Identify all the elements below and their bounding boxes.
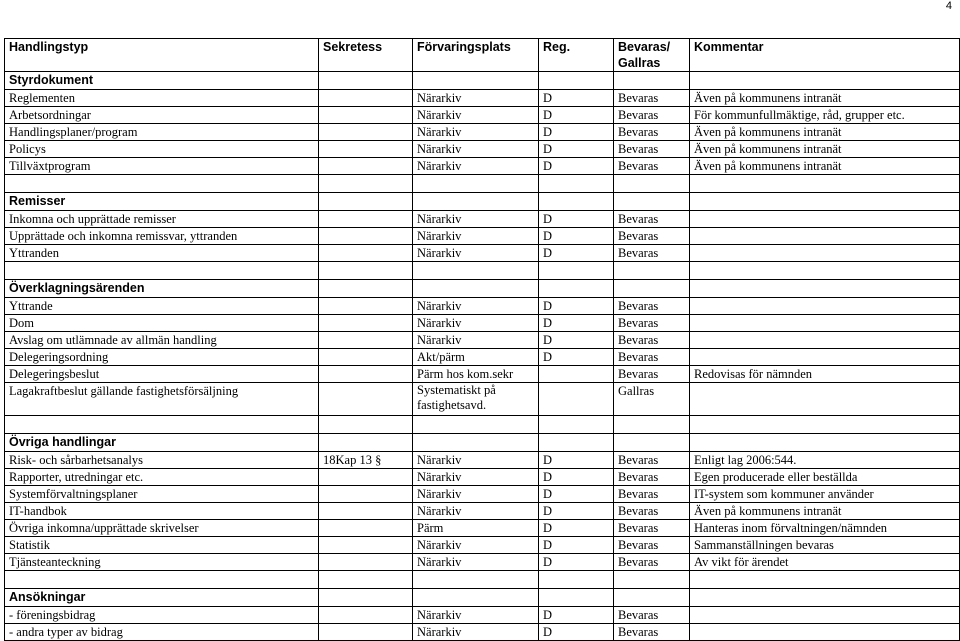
empty-cell — [413, 175, 539, 193]
cell-comment: Av vikt för ärendet — [690, 554, 960, 571]
cell-comment: Även på kommunens intranät — [690, 90, 960, 107]
cell-type: Inkomna och upprättade remisser — [5, 211, 319, 228]
cell-type: Lagakraftbeslut gällande fastighetsförsäljning — [5, 383, 319, 416]
cell-secrecy — [319, 349, 413, 366]
section-heading-row — [5, 280, 960, 298]
cell-secrecy — [319, 607, 413, 624]
cell-secrecy — [319, 158, 413, 175]
cell-type: Policys — [5, 141, 319, 158]
empty-cell — [413, 589, 539, 607]
empty-cell — [690, 280, 960, 298]
cell-keep: Bevaras — [614, 503, 690, 520]
cell-secrecy — [319, 245, 413, 262]
cell-comment — [690, 298, 960, 315]
cell-secrecy — [319, 383, 413, 416]
cell-comment: Hanteras inom förvaltningen/nämnden — [690, 520, 960, 537]
cell-keep: Bevaras — [614, 349, 690, 366]
cell-reg: D — [539, 298, 614, 315]
empty-cell — [539, 416, 614, 434]
empty-cell — [690, 262, 960, 280]
cell-secrecy — [319, 503, 413, 520]
cell-keep: Bevaras — [614, 366, 690, 383]
table-row — [5, 607, 960, 624]
cell-keep: Bevaras — [614, 228, 690, 245]
empty-cell — [614, 589, 690, 607]
cell-storage: Närarkiv — [413, 245, 539, 262]
cell-keep: Bevaras — [614, 245, 690, 262]
empty-cell — [614, 193, 690, 211]
cell-keep: Gallras — [614, 383, 690, 416]
empty-cell — [690, 72, 960, 90]
cell-type: Yttranden — [5, 245, 319, 262]
table-row — [5, 107, 960, 124]
cell-reg: D — [539, 503, 614, 520]
empty-cell — [319, 193, 413, 211]
cell-storage: Närarkiv — [413, 90, 539, 107]
empty-cell — [539, 175, 614, 193]
section-title: Övriga handlingar — [5, 434, 319, 452]
empty-cell — [539, 589, 614, 607]
cell-keep: Bevaras — [614, 624, 690, 641]
cell-comment — [690, 245, 960, 262]
cell-reg: D — [539, 141, 614, 158]
cell-type: Avslag om utlämnade av allmän handling — [5, 332, 319, 349]
empty-cell — [539, 72, 614, 90]
cell-comment: För kommunfullmäktige, råd, grupper etc. — [690, 107, 960, 124]
header-type: Handlingstyp — [5, 39, 319, 72]
empty-cell — [614, 416, 690, 434]
cell-keep: Bevaras — [614, 141, 690, 158]
table-row — [5, 537, 960, 554]
empty-cell — [614, 175, 690, 193]
cell-keep: Bevaras — [614, 90, 690, 107]
cell-reg: D — [539, 624, 614, 641]
empty-cell — [413, 434, 539, 452]
header-comment: Kommentar — [690, 39, 960, 72]
cell-comment: Även på kommunens intranät — [690, 124, 960, 141]
empty-cell — [614, 262, 690, 280]
spacer-row — [5, 416, 960, 434]
table-row — [5, 228, 960, 245]
table-row — [5, 624, 960, 641]
cell-keep: Bevaras — [614, 537, 690, 554]
table-row — [5, 211, 960, 228]
records-table — [4, 38, 960, 641]
cell-reg: D — [539, 537, 614, 554]
cell-type: Delegeringsbeslut — [5, 366, 319, 383]
cell-type: Delegeringsordning — [5, 349, 319, 366]
cell-secrecy — [319, 90, 413, 107]
empty-cell — [5, 571, 319, 589]
cell-keep: Bevaras — [614, 211, 690, 228]
table-row — [5, 124, 960, 141]
cell-type: Handlingsplaner/program — [5, 124, 319, 141]
spacer-row — [5, 262, 960, 280]
empty-cell — [413, 72, 539, 90]
cell-storage: Närarkiv — [413, 503, 539, 520]
cell-secrecy — [319, 469, 413, 486]
empty-cell — [5, 416, 319, 434]
table-row — [5, 503, 960, 520]
cell-keep: Bevaras — [614, 607, 690, 624]
empty-cell — [319, 589, 413, 607]
cell-keep: Bevaras — [614, 298, 690, 315]
cell-comment: Även på kommunens intranät — [690, 503, 960, 520]
table-row — [5, 90, 960, 107]
cell-reg: D — [539, 349, 614, 366]
empty-cell — [319, 280, 413, 298]
cell-comment — [690, 383, 960, 416]
spacer-row — [5, 571, 960, 589]
empty-cell — [690, 416, 960, 434]
cell-reg: D — [539, 107, 614, 124]
cell-secrecy — [319, 554, 413, 571]
table-header-row — [5, 39, 960, 72]
cell-keep: Bevaras — [614, 124, 690, 141]
empty-cell — [319, 416, 413, 434]
cell-storage: Närarkiv — [413, 228, 539, 245]
section-title: Överklagningsärenden — [5, 280, 319, 298]
cell-storage: Närarkiv — [413, 537, 539, 554]
table-row — [5, 298, 960, 315]
header-secrecy: Sekretess — [319, 39, 413, 72]
cell-reg — [539, 366, 614, 383]
page-number: 4 — [945, 0, 952, 12]
cell-secrecy — [319, 107, 413, 124]
empty-cell — [690, 589, 960, 607]
cell-type: Risk- och sårbarhetsanalys — [5, 452, 319, 469]
cell-comment: Även på kommunens intranät — [690, 141, 960, 158]
table-row — [5, 315, 960, 332]
cell-secrecy — [319, 624, 413, 641]
table-row — [5, 349, 960, 366]
cell-secrecy — [319, 298, 413, 315]
cell-comment: Enligt lag 2006:544. — [690, 452, 960, 469]
cell-storage: Närarkiv — [413, 315, 539, 332]
cell-secrecy — [319, 315, 413, 332]
cell-reg: D — [539, 332, 614, 349]
cell-reg: D — [539, 607, 614, 624]
cell-secrecy: 18Kap 13 § — [319, 452, 413, 469]
cell-storage: Närarkiv — [413, 486, 539, 503]
cell-reg: D — [539, 315, 614, 332]
empty-cell — [5, 175, 319, 193]
empty-cell — [319, 72, 413, 90]
empty-cell — [614, 72, 690, 90]
cell-keep: Bevaras — [614, 452, 690, 469]
cell-keep: Bevaras — [614, 315, 690, 332]
cell-storage: Pärm hos kom.sekr — [413, 366, 539, 383]
cell-reg: D — [539, 228, 614, 245]
empty-cell — [614, 571, 690, 589]
cell-storage: Närarkiv — [413, 158, 539, 175]
cell-storage: Närarkiv — [413, 452, 539, 469]
cell-reg: D — [539, 245, 614, 262]
cell-keep: Bevaras — [614, 332, 690, 349]
header-reg: Reg. — [539, 39, 614, 72]
cell-type: Reglementen — [5, 90, 319, 107]
cell-type: Rapporter, utredningar etc. — [5, 469, 319, 486]
cell-storage: Systematiskt på fastighetsavd. — [413, 383, 539, 416]
table-row — [5, 452, 960, 469]
section-title: Styrdokument — [5, 72, 319, 90]
cell-type: Statistik — [5, 537, 319, 554]
header-storage: Förvaringsplats — [413, 39, 539, 72]
empty-cell — [5, 262, 319, 280]
cell-type: Upprättade och inkomna remissvar, yttranden — [5, 228, 319, 245]
cell-type: Yttrande — [5, 298, 319, 315]
empty-cell — [539, 280, 614, 298]
cell-type: Tillväxtprogram — [5, 158, 319, 175]
table-row — [5, 245, 960, 262]
empty-cell — [319, 262, 413, 280]
cell-keep: Bevaras — [614, 520, 690, 537]
cell-comment — [690, 624, 960, 641]
cell-secrecy — [319, 211, 413, 228]
cell-comment: Även på kommunens intranät — [690, 158, 960, 175]
table-row — [5, 332, 960, 349]
section-title: Remisser — [5, 193, 319, 211]
cell-storage: Närarkiv — [413, 124, 539, 141]
cell-secrecy — [319, 124, 413, 141]
cell-reg: D — [539, 520, 614, 537]
cell-reg — [539, 383, 614, 416]
cell-storage: Närarkiv — [413, 607, 539, 624]
empty-cell — [690, 193, 960, 211]
empty-cell — [539, 193, 614, 211]
cell-reg: D — [539, 90, 614, 107]
cell-storage: Närarkiv — [413, 469, 539, 486]
cell-reg: D — [539, 124, 614, 141]
empty-cell — [413, 416, 539, 434]
cell-storage: Närarkiv — [413, 298, 539, 315]
cell-comment: Egen producerade eller beställda — [690, 469, 960, 486]
cell-comment — [690, 332, 960, 349]
cell-keep: Bevaras — [614, 158, 690, 175]
cell-comment: Sammanställningen bevaras — [690, 537, 960, 554]
cell-keep: Bevaras — [614, 486, 690, 503]
empty-cell — [413, 193, 539, 211]
cell-comment — [690, 228, 960, 245]
cell-secrecy — [319, 520, 413, 537]
cell-storage: Närarkiv — [413, 141, 539, 158]
empty-cell — [319, 175, 413, 193]
cell-comment: Redovisas för nämnden — [690, 366, 960, 383]
cell-comment — [690, 349, 960, 366]
cell-keep: Bevaras — [614, 554, 690, 571]
cell-reg: D — [539, 554, 614, 571]
cell-secrecy — [319, 228, 413, 245]
cell-secrecy — [319, 141, 413, 158]
cell-storage: Närarkiv — [413, 107, 539, 124]
empty-cell — [413, 262, 539, 280]
empty-cell — [539, 262, 614, 280]
table-row — [5, 469, 960, 486]
section-heading-row — [5, 193, 960, 211]
table-row — [5, 158, 960, 175]
cell-secrecy — [319, 537, 413, 554]
empty-cell — [614, 434, 690, 452]
empty-cell — [413, 571, 539, 589]
cell-comment: IT-system som kommuner använder — [690, 486, 960, 503]
empty-cell — [319, 434, 413, 452]
cell-type: - föreningsbidrag — [5, 607, 319, 624]
section-heading-row — [5, 589, 960, 607]
cell-storage: Akt/pärm — [413, 349, 539, 366]
empty-cell — [539, 571, 614, 589]
section-heading-row — [5, 72, 960, 90]
empty-cell — [690, 175, 960, 193]
cell-storage: Närarkiv — [413, 624, 539, 641]
cell-comment — [690, 315, 960, 332]
cell-type: Arbetsordningar — [5, 107, 319, 124]
empty-cell — [539, 434, 614, 452]
cell-type: Tjänsteanteckning — [5, 554, 319, 571]
cell-comment — [690, 607, 960, 624]
cell-type: Systemförvaltningsplaner — [5, 486, 319, 503]
cell-type: Övriga inkomna/upprättade skrivelser — [5, 520, 319, 537]
cell-keep: Bevaras — [614, 107, 690, 124]
cell-storage: Närarkiv — [413, 332, 539, 349]
empty-cell — [413, 280, 539, 298]
cell-reg: D — [539, 486, 614, 503]
empty-cell — [319, 571, 413, 589]
cell-type: IT-handbok — [5, 503, 319, 520]
cell-type: Dom — [5, 315, 319, 332]
section-title: Ansökningar — [5, 589, 319, 607]
table-row — [5, 383, 960, 416]
cell-keep: Bevaras — [614, 469, 690, 486]
cell-reg: D — [539, 469, 614, 486]
cell-storage: Närarkiv — [413, 554, 539, 571]
cell-comment — [690, 211, 960, 228]
cell-secrecy — [319, 486, 413, 503]
table-row — [5, 366, 960, 383]
table-row — [5, 520, 960, 537]
cell-storage: Närarkiv — [413, 211, 539, 228]
cell-secrecy — [319, 366, 413, 383]
cell-reg: D — [539, 211, 614, 228]
cell-secrecy — [319, 332, 413, 349]
cell-type: - andra typer av bidrag — [5, 624, 319, 641]
section-heading-row — [5, 434, 960, 452]
table-row — [5, 554, 960, 571]
empty-cell — [690, 434, 960, 452]
cell-reg: D — [539, 158, 614, 175]
table-row — [5, 486, 960, 503]
empty-cell — [690, 571, 960, 589]
empty-cell — [614, 280, 690, 298]
table-row — [5, 141, 960, 158]
header-keep: Bevaras/ Gallras — [614, 39, 690, 72]
spacer-row — [5, 175, 960, 193]
cell-storage: Pärm — [413, 520, 539, 537]
cell-reg: D — [539, 452, 614, 469]
